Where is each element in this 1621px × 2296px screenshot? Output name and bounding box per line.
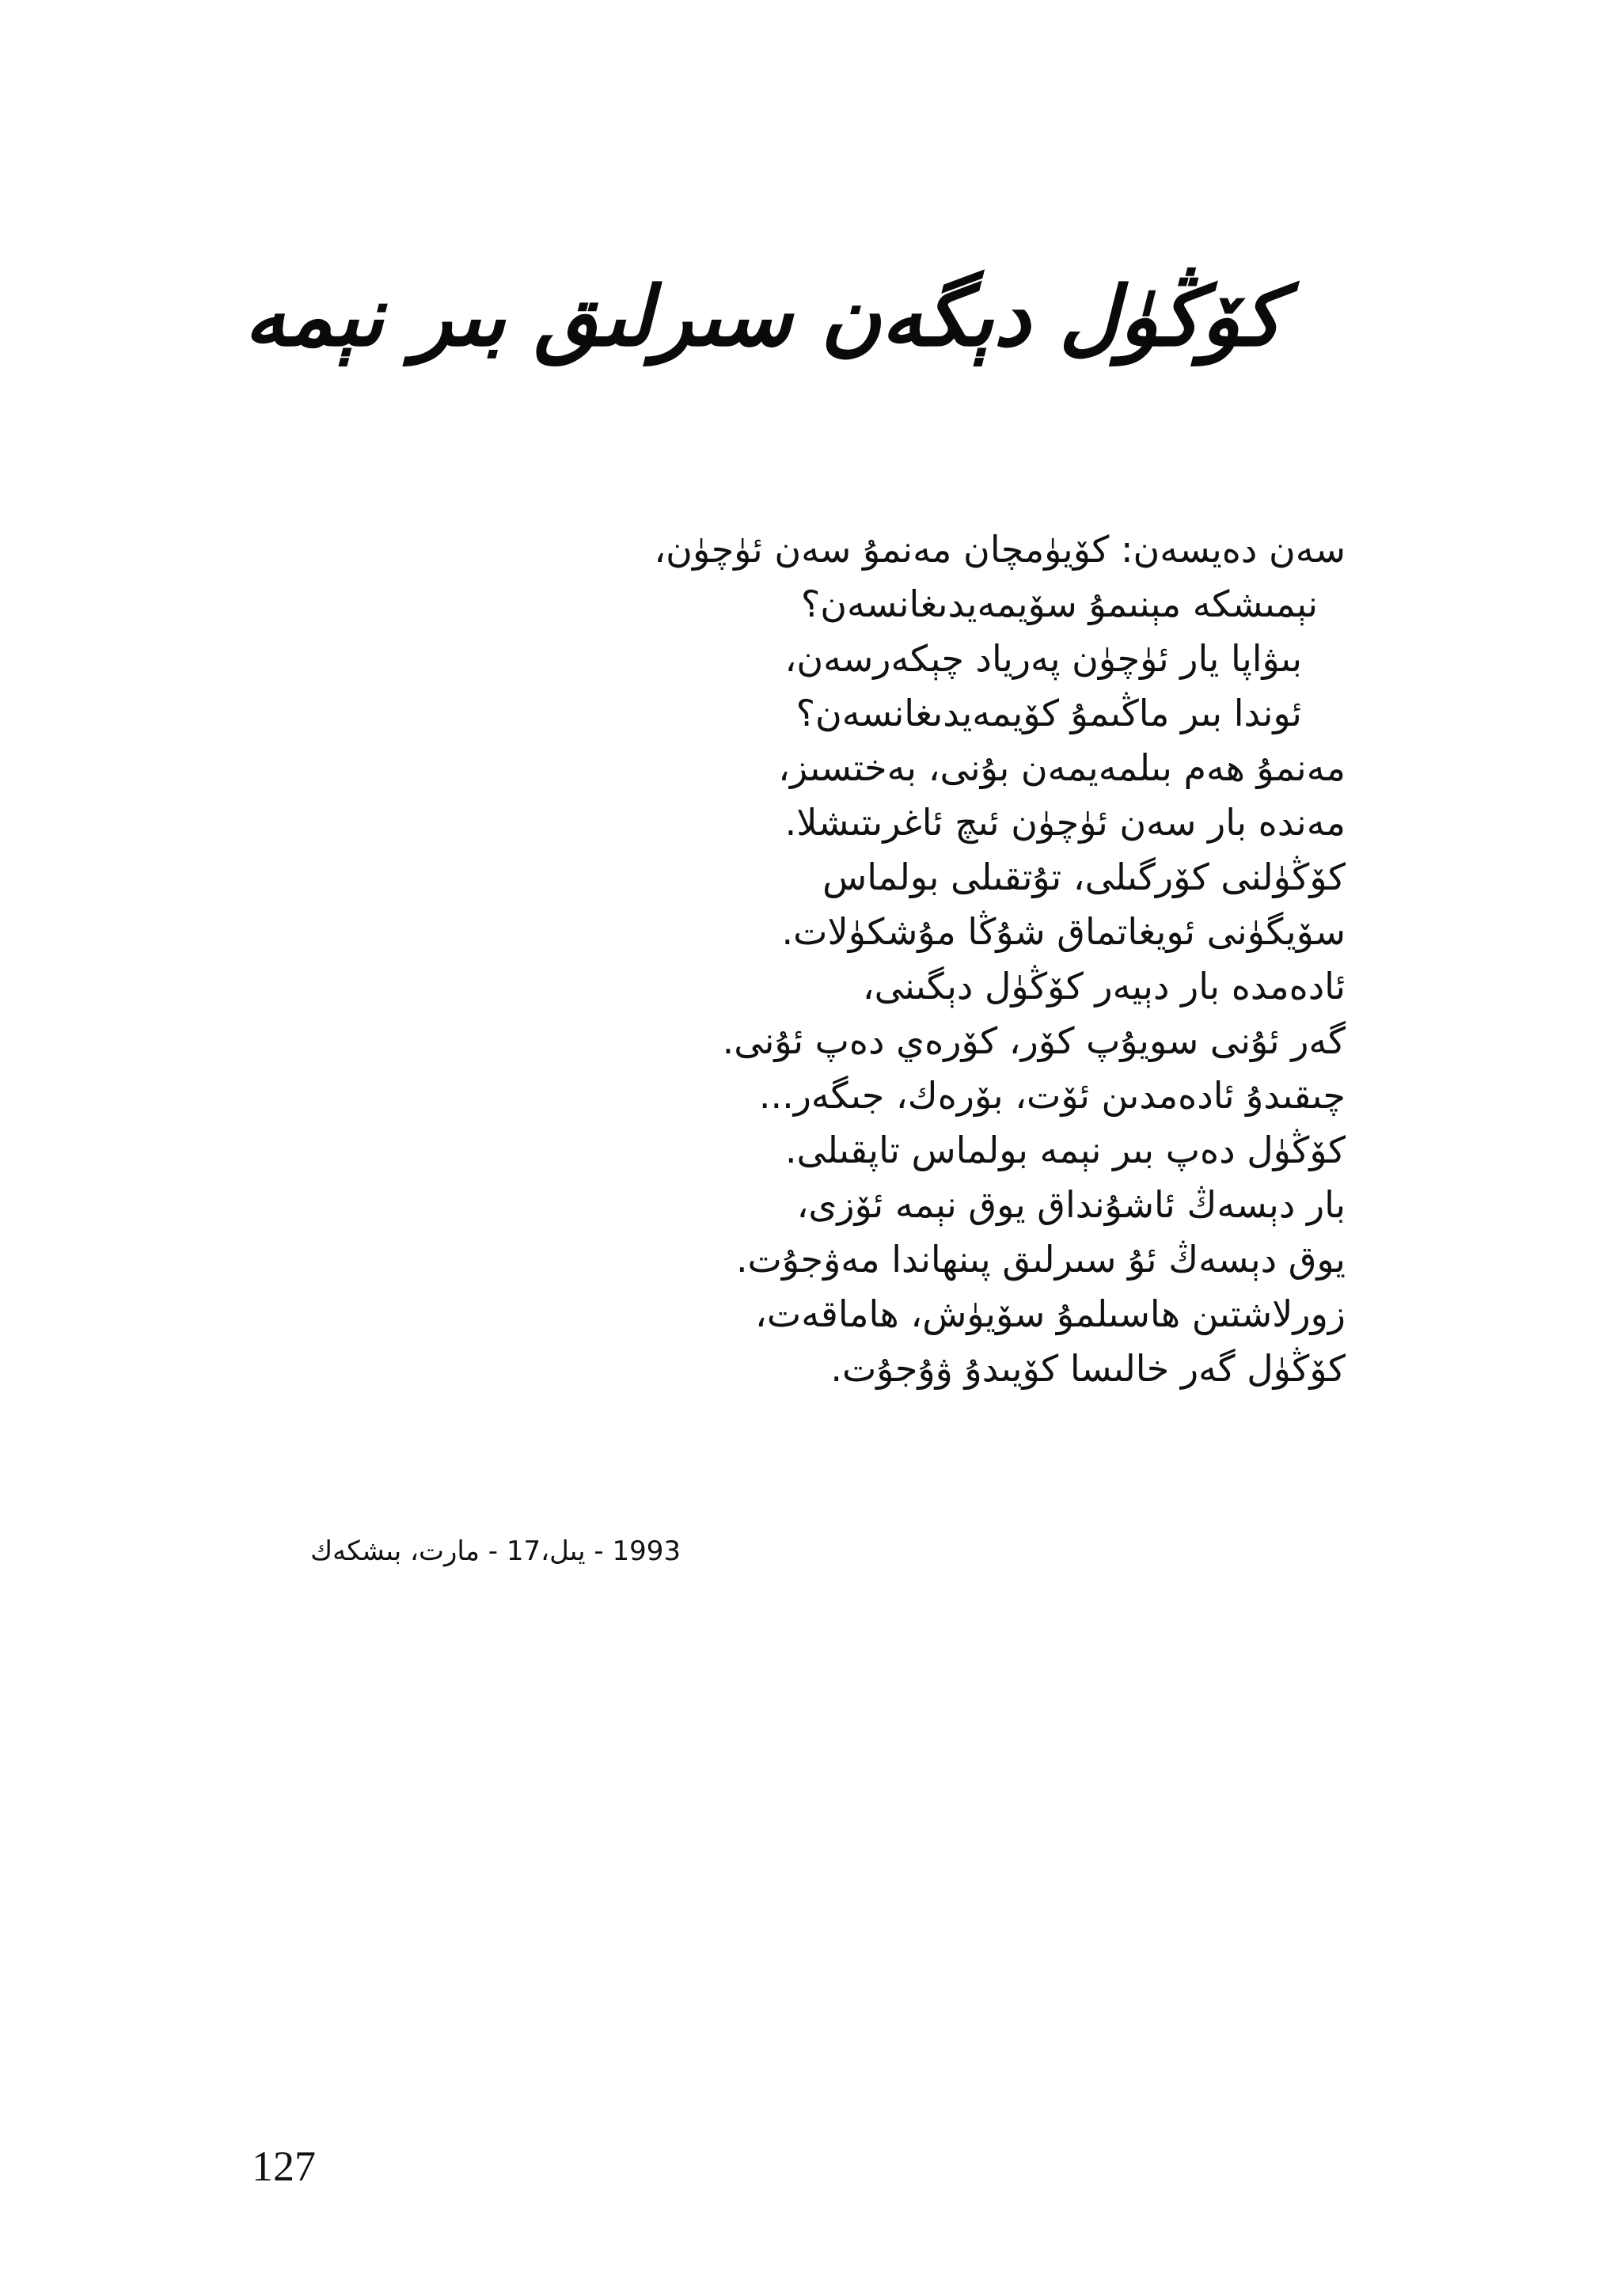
poem-dateline: 1993 - يىل،17 - مارت، بىشكەك: [310, 1535, 681, 1567]
page-number: 127: [252, 2142, 316, 2190]
poem-line: مەنمۇ ھەم بىلمەيمەن بۇنى، بەختسىز،: [778, 746, 1346, 789]
poem-line: چىقىدۇ ئادەمدىن ئۆت، بۆرەك، جىگەر...: [758, 1074, 1346, 1117]
poem-line: مەندە بار سەن ئۈچۈن ئىچ ئاغرىتىشلا.: [784, 801, 1346, 844]
poem-line: بىۋاپا يار ئۈچۈن پەرياد چېكەرسەن،: [784, 637, 1302, 680]
poem-line: كۆڭۈل گەر خالىسا كۆيىدۇ ۋۇجۇت.: [830, 1347, 1346, 1390]
poem-title: كۆڭۈل دېگەن سىرلىق بىر نېمە: [244, 268, 1282, 365]
poem-line: كۆڭۈل دەپ بىر نېمە بولماس تاپقىلى.: [784, 1129, 1346, 1171]
poem-line: گەر ئۇنى سويۇپ كۆر، كۆرەي دەپ ئۇنى.: [722, 1019, 1346, 1062]
poem-line: سەن دەيسەن: كۆيۈمچان مەنمۇ سەن ئۈچۈن،: [654, 528, 1346, 571]
poem-body: [554, 522, 1346, 1396]
poem-line: سۆيگۈنى ئويغاتماق شۇڭا مۇشكۈلات.: [781, 910, 1346, 953]
poem-line: كۆڭۈلنى كۆرگىلى، تۇتقىلى بولماس: [822, 856, 1346, 898]
poem-line: نېمىشكە مېنىمۇ سۆيمەيدىغانسەن؟: [800, 583, 1318, 625]
poem-line: ئوندا بىر ماڭىمۇ كۆيمەيدىغانسەن؟: [795, 692, 1302, 734]
poem-line: يوق دېسەڭ ئۇ سىرلىق پىنھاندا مەۋجۇت.: [735, 1238, 1346, 1281]
poem-line: زورلاشتىن ھاسىلمۇ سۆيۈش، ھاماقەت،: [755, 1292, 1346, 1335]
poem-line: بار دېسەڭ ئاشۇنداق يوق نېمە ئۆزى،: [796, 1183, 1346, 1226]
poem-line: ئادەمدە بار دېيەر كۆڭۈل دېگىنى،: [862, 965, 1346, 1008]
